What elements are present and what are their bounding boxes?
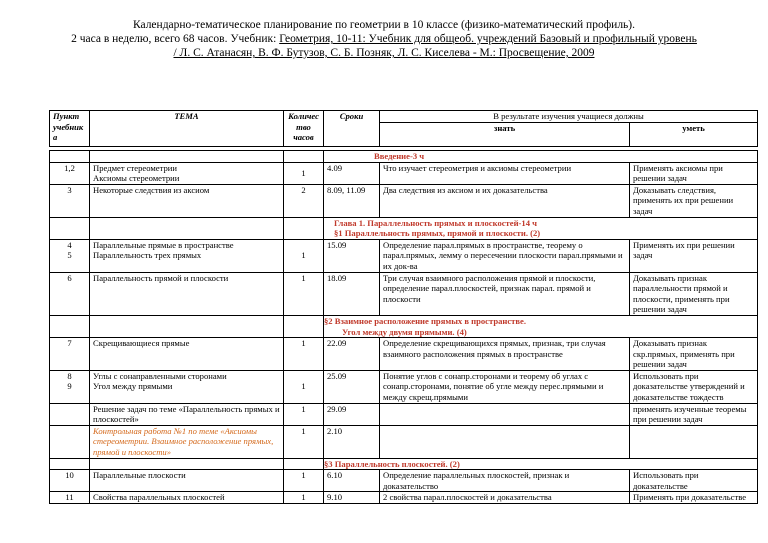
- row-know: [380, 425, 630, 458]
- row-hours: 1: [284, 239, 324, 272]
- header-line-1: Календарно-тематическое планирование по геометрии в 10 классе (физико-математический профиль).: [132, 19, 636, 31]
- col-hours: Количес тво часов: [284, 111, 324, 147]
- row-hours: 1: [284, 338, 324, 371]
- row-know: Определение скрещивающихся прямых, признак, три случая взаимного расположения прямых в пространстве: [380, 338, 630, 371]
- row-topic: [90, 239, 284, 272]
- row-date: 22.09: [324, 338, 380, 371]
- col-know: знать: [380, 122, 630, 146]
- row-topic: Параллельные плоскости: [90, 470, 284, 492]
- row-topic-test: Контрольная работа №1 по теме «Аксиомы стереометрии. Взаимное расположение прямых, прямой и плоскости»: [90, 425, 284, 458]
- point-line: 4: [67, 239, 72, 250]
- row-hours: 1: [284, 492, 324, 504]
- table-row: [50, 184, 758, 217]
- chapter-title: Глава 1. Параллельность прямых и плоскостей-14 ч: [334, 217, 537, 228]
- row-hours: 1: [284, 425, 324, 458]
- row-point: 3: [50, 184, 90, 217]
- row-date: 25.09: [324, 370, 380, 403]
- row-hours: 1: [284, 470, 324, 492]
- row-topic: [90, 162, 284, 184]
- row-point: 1,2: [50, 162, 90, 184]
- col-point: Пункт учебник а: [50, 111, 90, 147]
- row-point: [50, 239, 90, 272]
- row-point: [50, 370, 90, 403]
- row-know: 2 свойства парал.плоскостей и доказательства: [380, 492, 630, 504]
- page-header: [0, 18, 768, 60]
- row-date: 8.09, 11.09: [324, 184, 380, 217]
- topic-line: Параллельность трех прямых: [93, 250, 202, 261]
- topic-line: Предмет стереометрии: [93, 162, 177, 173]
- header-authors: / Л. С. Атанасян, В. Ф. Бутузов, С. Б. Позняк, Л. С. Киселева - М.: Просвещение, 2009: [173, 47, 595, 59]
- header-textbook: Геометрия, 10-11: Учебник для общеоб. учреждений Базовый и профильный уровень: [279, 33, 697, 45]
- table-row: [50, 162, 758, 184]
- col-result: В результате изучения учащиеся должны: [380, 111, 758, 123]
- row-topic: Параллельность прямой и плоскости: [90, 272, 284, 315]
- row-know: Определение парал.прямых в пространстве, теорему о парал.прямых, лемму о пересечении плоскости парал.прямыми и их док-ва: [380, 239, 630, 272]
- row-can: Использовать при доказательстве утверждений и доказательстве тождеств: [630, 370, 758, 403]
- row-date: 9.10: [324, 492, 380, 504]
- plan-table: [49, 150, 758, 504]
- row-know: Определение параллельных плоскостей, признак и доказательство: [380, 470, 630, 492]
- paragraph-title: §2 Взаимное расположение прямых в пространстве.: [324, 315, 526, 326]
- section-row: [50, 217, 758, 239]
- table-row: [50, 239, 758, 272]
- row-topic: Решение задач по теме «Параллельность прямых и плоскостей»: [90, 403, 284, 425]
- row-can: Применять при доказательстве: [630, 492, 758, 504]
- table-row: [50, 370, 758, 403]
- row-can: [630, 425, 758, 458]
- point-line: 5: [67, 250, 72, 261]
- row-can: Доказывать признак скр.прямых, применять при решении задач: [630, 338, 758, 371]
- row-date: 29.09: [324, 403, 380, 425]
- section-s3: §3 Параллельность плоскостей. (2): [324, 458, 758, 470]
- row-know: [380, 403, 630, 425]
- row-point: 7: [50, 338, 90, 371]
- topic-line: Углы с сонаправленными сторонами: [93, 370, 227, 381]
- row-date: 4.09: [324, 162, 380, 184]
- header-line-3: [0, 46, 768, 60]
- section-s2: [324, 315, 758, 337]
- row-topic: Некоторые следствия из аксиом: [90, 184, 284, 217]
- row-point: 6: [50, 272, 90, 315]
- row-topic: [90, 370, 284, 403]
- row-topic: Свойства параллельных плоскостей: [90, 492, 284, 504]
- col-dates: Сроки: [324, 111, 380, 147]
- row-date: 2.10: [324, 425, 380, 458]
- table-row: [50, 425, 758, 458]
- row-know: Три случая взаимного расположения прямой и плоскости, определение парал.плоскостей, признак парал. прямой и плоскости: [380, 272, 630, 315]
- row-date: 18.09: [324, 272, 380, 315]
- point-line: 9: [67, 381, 72, 392]
- topic-line: Аксиомы стереометрии: [93, 173, 180, 184]
- table-row: [50, 470, 758, 492]
- row-date: 6.10: [324, 470, 380, 492]
- row-point: [50, 425, 90, 458]
- header-line-2: [0, 32, 768, 46]
- table-row: [50, 338, 758, 371]
- paragraph-title: §1 Параллельность прямых, прямой и плоскости. (2): [334, 228, 541, 239]
- topic-line: Параллельные прямые в пространстве: [93, 239, 234, 250]
- row-can: применять изученные теоремы при решении задач: [630, 403, 758, 425]
- table-row: [50, 492, 758, 504]
- row-can: Доказывать признак параллельности прямой и плоскости, применять при решении задач: [630, 272, 758, 315]
- point-line: 8: [67, 370, 72, 381]
- row-point: [50, 403, 90, 425]
- row-hours: 1: [284, 162, 324, 184]
- table-row: [50, 403, 758, 425]
- row-know: Понятие углов с сонапр.сторонами и теорему об углах с сонапр.сторонами, понятие об угле между перес.прямыми и между скрещ.прямыми: [380, 370, 630, 403]
- row-hours: 1: [284, 272, 324, 315]
- row-topic: Скрещивающиеся прямые: [90, 338, 284, 371]
- section-row: [50, 151, 758, 163]
- row-can: Использовать при доказательстве: [630, 470, 758, 492]
- columns-header: [49, 110, 758, 147]
- row-hours: 1: [284, 370, 324, 403]
- header-hours: 2 часа в неделю, всего 68 часов. Учебник:: [71, 33, 280, 45]
- row-know: Два следствия из аксиом и их доказательства: [380, 184, 630, 217]
- section-ch1: [324, 217, 758, 239]
- row-can: Доказывать следствия, применять их при решении задач: [630, 184, 758, 217]
- col-topic: ТЕМА: [90, 111, 284, 147]
- row-can: Применять аксиомы при решении задач: [630, 162, 758, 184]
- row-point: 11: [50, 492, 90, 504]
- row-date: 15.09: [324, 239, 380, 272]
- row-know: Что изучает стереометрия и аксиомы стереометрии: [380, 162, 630, 184]
- topic-line: Угол между прямыми: [93, 381, 173, 392]
- paragraph-subtitle: Угол между двумя прямыми. (4): [342, 326, 467, 337]
- row-can: Применять их при решении задач: [630, 239, 758, 272]
- section-intro: Введение-3 ч: [324, 151, 758, 163]
- col-can: уметь: [630, 122, 758, 146]
- section-row: [50, 458, 758, 470]
- section-row: [50, 315, 758, 337]
- row-point: 10: [50, 470, 90, 492]
- row-hours: 1: [284, 403, 324, 425]
- table-row: [50, 272, 758, 315]
- row-hours: 2: [284, 184, 324, 217]
